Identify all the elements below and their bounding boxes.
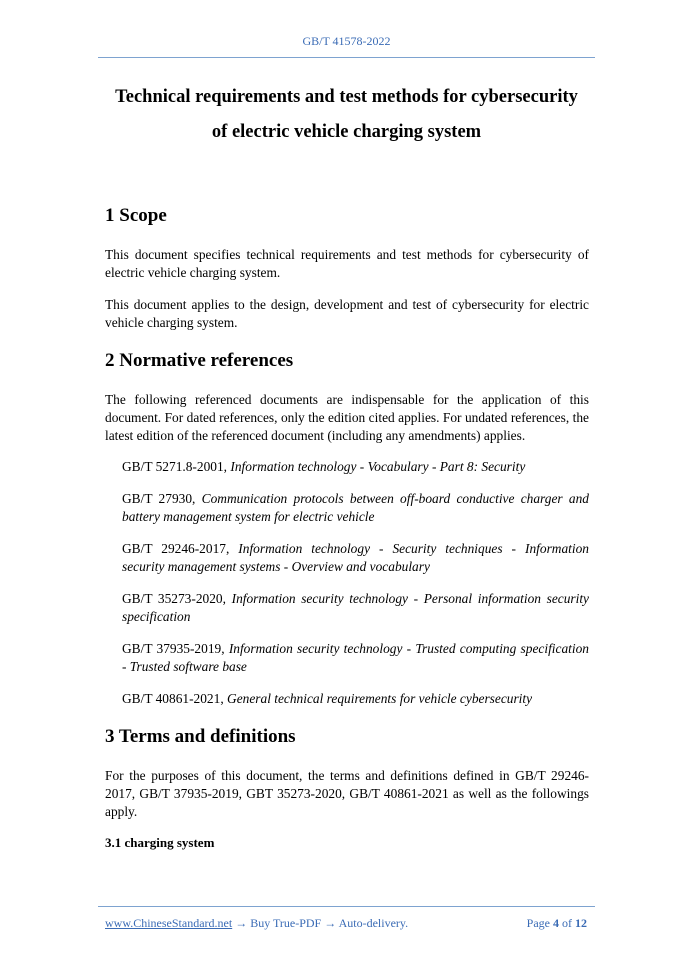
reference-title: Communication protocols between off-board conductive charger and battery management system for electric vehicle (122, 491, 589, 524)
title-line-2: of electric vehicle charging system (211, 122, 482, 142)
section-heading-scope: 1 Scope (105, 205, 167, 226)
reference-item (105, 640, 589, 676)
title-line-1: Technical requirements and test methods for cybersecurity (115, 87, 578, 107)
header-divider (98, 57, 595, 58)
reference-code: GB/T 40861-2021, (122, 691, 228, 706)
document-title (60, 80, 633, 150)
arrow-icon: → (232, 916, 251, 930)
reference-title: General technical requirements for vehicle cybersecurity (227, 691, 533, 706)
reference-title: Information technology - Security techniques - Information security management systems - Overview and vocabulary (122, 541, 589, 574)
auto-delivery-text: Auto-delivery. (338, 916, 409, 930)
reference-item (105, 458, 589, 476)
site-link[interactable]: www.ChineseStandard.net (105, 916, 233, 930)
reference-title: Information security technology - Trusted computing specification - Trusted software base (122, 641, 589, 674)
terms-definitions-intro: For the purposes of this document, the terms and definitions defined in GB/T 29246-2017, GB/T 37935-2019, GBT 35273-2020, GB/T 40861-2021 as well as the followings apply. (105, 768, 589, 819)
document-number-header: GB/T 41578-2022 (302, 34, 391, 48)
normative-references-intro: The following referenced documents are indispensable for the application of this document. For dated references, only the edition cited applies. For undated references, the latest edition of the referenced document (including any amendments) applies. (105, 392, 589, 443)
footer-divider (98, 906, 595, 907)
reference-item (105, 490, 589, 526)
reference-code: GB/T 27930, (122, 491, 202, 506)
reference-item (105, 540, 589, 576)
scope-paragraph-2: This document applies to the design, development and test of cybersecurity for electric vehicle charging system. (105, 297, 589, 330)
reference-code: GB/T 35273-2020, (122, 591, 232, 606)
footer-links (105, 916, 408, 931)
reference-title: Information security technology - Personal information security specification (122, 591, 589, 624)
document-body (105, 203, 589, 852)
reference-code: GB/T 29246-2017, (122, 541, 239, 556)
of-label: of (559, 916, 575, 930)
arrow-icon: → (321, 916, 339, 930)
section-heading-terms-and-definitions: 3 Terms and definitions (105, 726, 296, 747)
reference-code: GB/T 37935-2019, (122, 641, 229, 656)
reference-item (105, 690, 589, 708)
reference-code: GB/T 5271.8-2001, (122, 459, 231, 474)
page-label: Page (526, 916, 553, 930)
reference-title: Information technology - Vocabulary - Part 8: Security (230, 459, 526, 474)
reference-item (105, 590, 589, 626)
page-total: 12 (575, 916, 587, 930)
buy-pdf-text: Buy True-PDF (250, 916, 322, 930)
section-heading-normative-references: 2 Normative references (105, 350, 294, 371)
subsection-heading-charging-system: 3.1 charging system (105, 835, 215, 850)
page-number (527, 916, 587, 931)
scope-paragraph-1: This document specifies technical requirements and test methods for cybersecurity of electric vehicle charging system. (105, 247, 589, 280)
page-current: 4 (553, 916, 559, 930)
